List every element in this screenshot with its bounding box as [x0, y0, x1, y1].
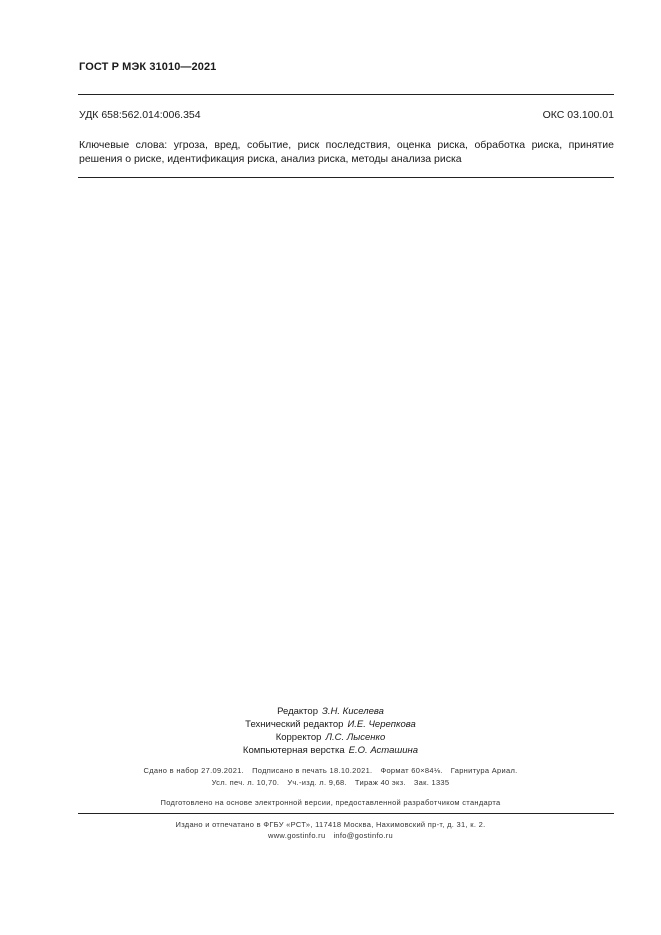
credit-proofreader	[0, 731, 661, 744]
contacts-line	[0, 831, 661, 840]
credit-role: Редактор	[277, 706, 318, 717]
credit-editor	[0, 705, 661, 718]
print-date: Подписано в печать 18.10.2021.	[252, 766, 373, 775]
typeset-date: Сдано в набор 27.09.2021.	[143, 766, 245, 775]
credits-block	[0, 705, 661, 757]
print-run: Тираж 40 экз.	[354, 778, 406, 787]
credit-role: Компьютерная верстка	[242, 745, 345, 756]
imprint-line-1	[0, 766, 661, 775]
credit-layout	[0, 744, 661, 757]
print-sheets: Усл. печ. л. 10,70.	[211, 778, 280, 787]
credit-person: И.Е. Черепкова	[347, 719, 416, 730]
oks-code: ОКС 03.100.01	[542, 109, 614, 121]
credit-person: З.Н. Киселева	[322, 706, 384, 717]
credit-technical-editor	[0, 718, 661, 731]
credit-role: Технический редактор	[245, 719, 344, 730]
header-divider	[78, 94, 614, 95]
publisher-sheets: Уч.-изд. л. 9,68.	[287, 778, 347, 787]
document-title: ГОСТ Р МЭК 31010—2021	[79, 61, 217, 73]
paper-format: Формат 60×84⅛.	[380, 766, 443, 775]
keywords-paragraph: Ключевые слова: угроза, вред, событие, риск последствия, оценка риска, обработка риска, принятие решения о риске, идентификация риска, анализ риска, методы анализа риска	[79, 139, 614, 165]
imprint-divider	[78, 813, 614, 814]
publisher-address: Издано и отпечатано в ФГБУ «РСТ», 117418 Москва, Нахимовский пр-т, д. 31, к. 2.	[175, 820, 486, 829]
website-link[interactable]: www.gostinfo.ru	[268, 831, 326, 840]
typeface: Гарнитура Ариал.	[450, 766, 518, 775]
udk-code: УДК 658:562.014:006.354	[79, 109, 201, 121]
credit-role: Корректор	[275, 732, 322, 743]
imprint-line-2	[0, 778, 661, 787]
email-link[interactable]: info@gostinfo.ru	[333, 831, 393, 840]
credit-person: Л.С. Лысенко	[325, 732, 386, 743]
credit-person: Е.О. Асташина	[348, 745, 419, 756]
prepared-note: Подготовлено на основе электронной версии, предоставленной разработчиком стандарта	[160, 798, 501, 807]
keywords-divider	[78, 177, 614, 178]
order-number: Зак. 1335	[413, 778, 450, 787]
